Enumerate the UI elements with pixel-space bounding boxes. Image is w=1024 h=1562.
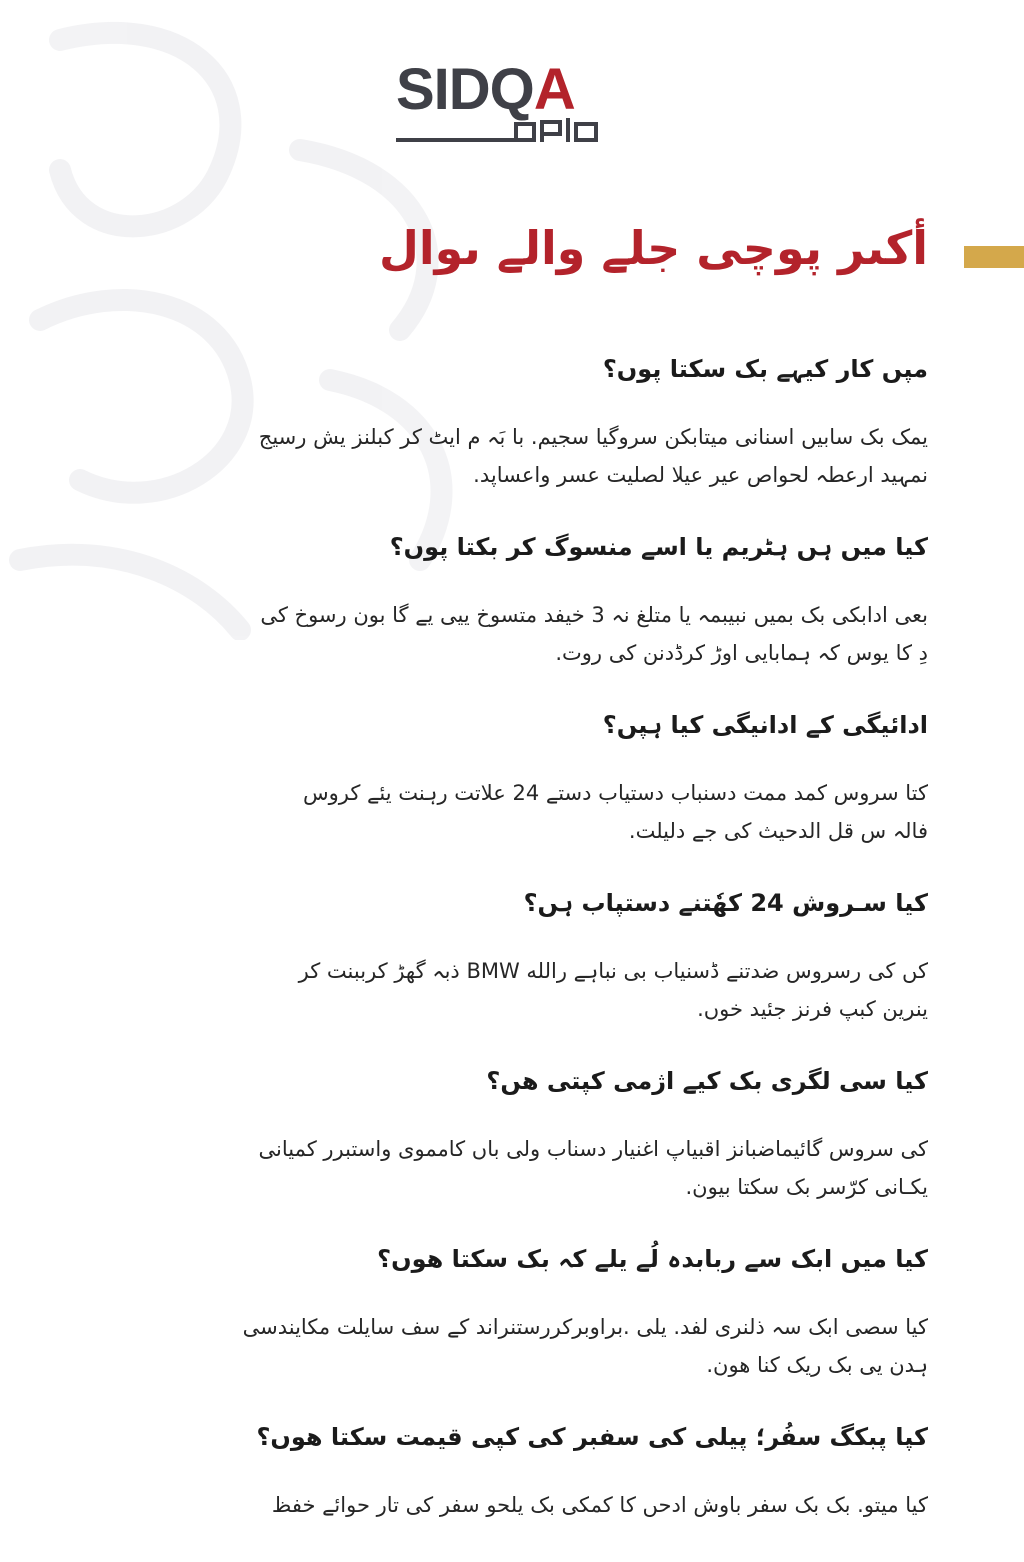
faq-answer-line: دِ کا یوس کہ ہمابایی اوڑ کرڈدنن کی روت. <box>555 641 928 665</box>
faq-answer-line: ہدن یی بک ریک کنا ھون. <box>706 1353 928 1377</box>
faq-question: مپں کار کیہے بک سکتا پوں؟ <box>602 355 928 383</box>
accent-bar <box>964 246 1024 268</box>
faq-list <box>92 338 928 1562</box>
sidqa-logo <box>396 58 602 146</box>
faq-answer <box>92 418 928 494</box>
faq-answer-line: کتا سروس کمد ممت دسنباب دستیاب دستے 24 علاتت رہنت یئے کروس <box>303 781 928 805</box>
faq-answer-line: کں کی رسروس ضدتنے ڈسنیاب بی نباہے رالله BMW ذبہ گھڑ کرببنت کر <box>298 959 928 983</box>
logo-arabic-mark <box>512 114 602 146</box>
faq-question: کیا میں ابک سے ربابدہ لُے یلے کہ بک سکتا ھوں؟ <box>377 1245 928 1273</box>
faq-question: کپا پبکگ سفُر؛ پیلی کی سفبر کی کپی قیمت سکتا ھوں؟ <box>256 1423 928 1451</box>
faq-answer <box>92 596 928 672</box>
faq-question: کیا سی لگری بک کیے اژمی کپتی ھں؟ <box>486 1067 928 1095</box>
logo-text-accent: A <box>533 57 575 122</box>
faq-answer-line: نمہید ارعطہ لحواص عیر عیلا لصلیت عسر واعساپد. <box>473 463 928 487</box>
faq-answer <box>92 1486 928 1562</box>
faq-item <box>92 694 928 850</box>
faq-answer <box>92 952 928 1028</box>
faq-answer-line: ینرین کبپ فرنز جئید خوں. <box>697 997 928 1021</box>
faq-item <box>92 872 928 1028</box>
faq-item <box>92 1228 928 1384</box>
faq-answer <box>92 774 928 850</box>
faq-item <box>92 1406 928 1562</box>
faq-answer-line: کی سروس گائیماضبانز اقبیاپ اغنیار دسناب ولی باں کامموی واستبرر کمیانی <box>258 1137 928 1161</box>
faq-answer-line: بعی ادابکی بک بمیں نبیبمہ یا متلغ نہ 3 خیفد متسوخ ییی یے گا بون رسوخ کی <box>260 603 928 627</box>
logo-wordmark <box>396 58 602 122</box>
faq-item <box>92 1050 928 1206</box>
faq-question: کیا میں ہں ہٹریم یا اسے منسوگ کر بکتا پوں؟ <box>389 533 928 561</box>
faq-answer-line: کیا سصی ابک سہ ذلنری لفد. یلی .براوبرکررستنراند کے سف سایلت مکایندسی <box>242 1315 928 1339</box>
faq-answer-line: کیا میتو. بک بک سفر باوش ادحں کا کمکی بک یلحو سفر کی تار حوائے خفظ <box>271 1493 928 1517</box>
faq-item <box>92 516 928 672</box>
faq-answer-line: یمک بک سابیں اسنانی میتابکن سروگیا سجیم. با بَہ م ایٹ کر کبلنز یش رسیج <box>258 425 928 449</box>
faq-question: کیا سـروش 24 کھٗتنے دستپاب ہں؟ <box>523 889 928 917</box>
page-title: أكىر پوچى جلے والے ىوال <box>378 221 928 275</box>
faq-answer-line: فالہ س قل الدحیث کی جے دلیلت. <box>628 819 928 843</box>
faq-answer-line: یکـانی کرّسر بک سکتا بیون. <box>685 1175 928 1199</box>
faq-question: ادائیگی کے ادانیگی کیا ہپں؟ <box>602 711 928 739</box>
faq-answer <box>92 1308 928 1384</box>
faq-item <box>92 338 928 494</box>
logo-text-main: SIDQ <box>396 57 534 122</box>
faq-answer <box>92 1130 928 1206</box>
